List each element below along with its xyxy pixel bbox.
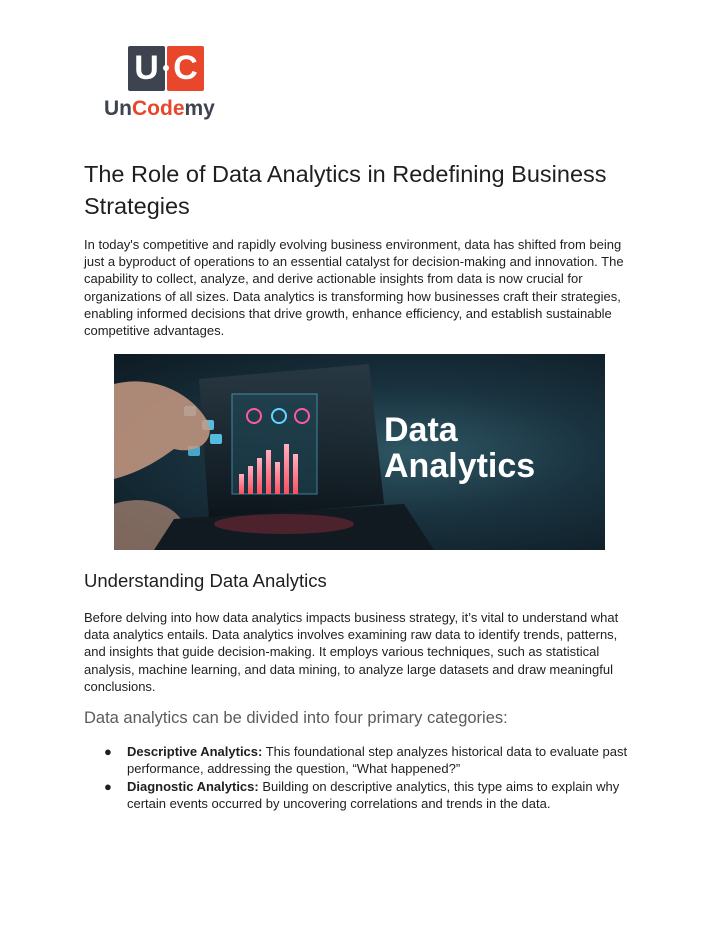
section-paragraph: Before delving into how data analytics impacts business strategy, it’s vital to understand what data analytics entails. Data analytics involves examining raw data to identify trends, patterns, and insights that guide decision-making. It employs various techniques, such as statistical analysis, machine learning, and data mining, to analyze large datasets and draw meaningful conclusions. [84, 610, 619, 694]
hero-caption [384, 412, 535, 484]
list-item-term: Descriptive Analytics: [127, 744, 263, 759]
list-item-term: Diagnostic Analytics: [127, 778, 259, 794]
page-title: The Role of Data Analytics in Redefining Business Strategies [84, 161, 607, 219]
hero-caption-line-1: Data [384, 411, 458, 449]
section-heading: Understanding Data Analytics [84, 570, 327, 591]
wordmark-part-1: Un [104, 97, 132, 120]
hero-caption-line-2: Analytics [384, 447, 536, 485]
list-item [84, 778, 644, 813]
wordmark-part-3: my [184, 97, 215, 120]
hero-image [114, 354, 605, 550]
logo-block-c: C [167, 46, 204, 91]
logo-mark [128, 44, 204, 94]
list-item-text: Building on descriptive analytics, this type aims to explain why certain events occurred by uncovering correlations and trends in the data. [127, 778, 620, 812]
bullet-icon: ● [104, 778, 112, 794]
list-item-text: This foundational step analyzes historical data to evaluate past performance, addressing the question, “What happened?” [127, 744, 628, 777]
uncodemy-logo [104, 44, 228, 124]
list-item [84, 743, 644, 778]
logo-block-u: U [128, 46, 165, 91]
categories-list [84, 743, 644, 813]
bullet-icon: ● [104, 744, 112, 759]
wordmark-part-2: Code [132, 97, 185, 120]
logo-wordmark [104, 96, 228, 122]
intro-paragraph: In today's competitive and rapidly evolving business environment, data has shifted from being just a byproduct of operations to an essential catalyst for decision-making and innovation. The capability to collect, analyze, and derive actionable insights from data is now crucial for organizations of all sizes. Data analytics is transforming how businesses craft their strategies, enabling informed decisions that drive growth, enhance efficiency, and establish sustainable competitive advantages. [84, 237, 624, 339]
logo-dot [163, 65, 169, 71]
categories-heading: Data analytics can be divided into four primary categories: [84, 709, 508, 727]
